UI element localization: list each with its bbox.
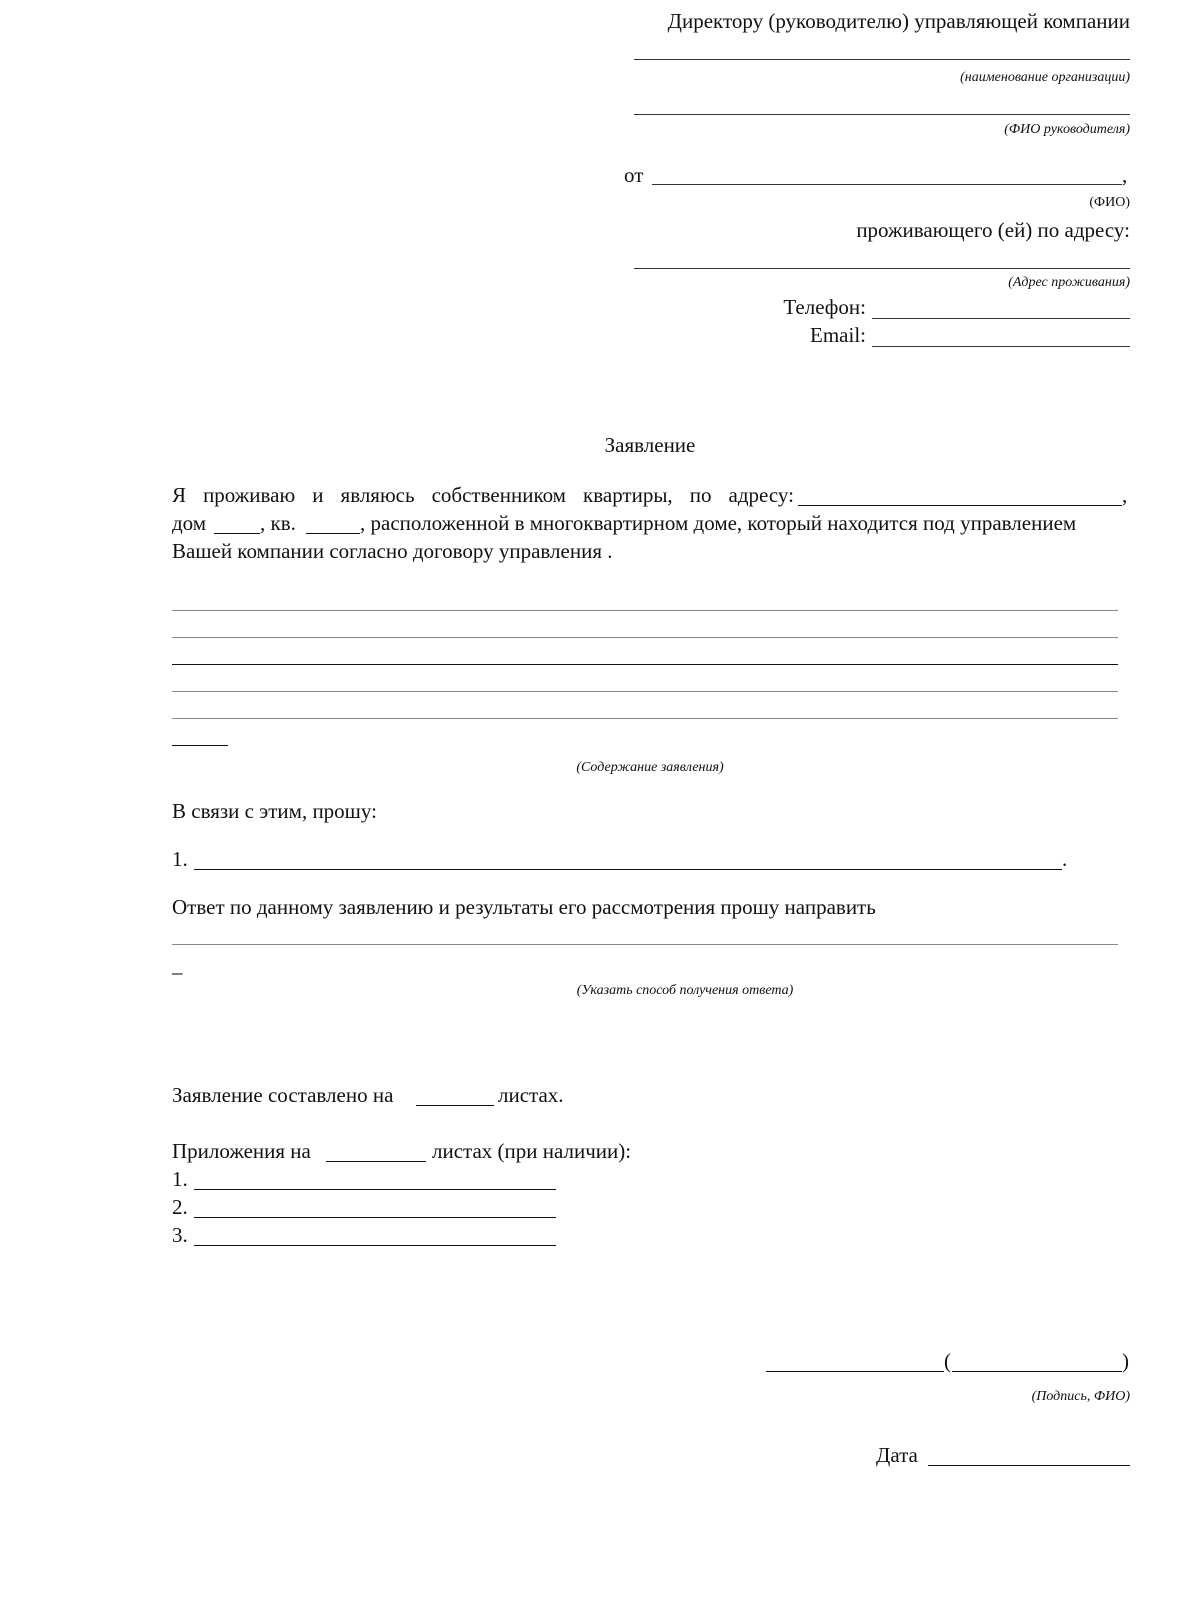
- request-intro: В связи с этим, прошу:: [172, 799, 377, 823]
- response-method-field[interactable]: [172, 944, 1118, 945]
- attachments-label-start: Приложения на: [172, 1139, 311, 1163]
- signature-field[interactable]: [766, 1371, 944, 1372]
- street-address-field[interactable]: [798, 505, 1122, 506]
- signature-open-paren: (: [944, 1349, 951, 1373]
- from-comma: ,: [1122, 163, 1128, 187]
- organization-name-field[interactable]: [634, 59, 1130, 60]
- request-item-field[interactable]: [194, 869, 1062, 870]
- document-title: Заявление: [604, 433, 696, 457]
- pages-label-start: Заявление составлено на: [172, 1083, 394, 1107]
- attachments-pages-field[interactable]: [326, 1161, 426, 1162]
- house-label: дом: [172, 511, 207, 535]
- content-line-2[interactable]: [172, 637, 1118, 638]
- signature-caption: (Подпись, ФИО): [1031, 1389, 1130, 1404]
- date-field[interactable]: [928, 1465, 1130, 1466]
- request-item-number: 1.: [172, 847, 188, 871]
- pages-count-field[interactable]: [416, 1105, 494, 1106]
- apartment-number-field[interactable]: [306, 533, 360, 534]
- intro-line-1-text: Я проживаю и являюсь собственником квартиры, по адресу:: [172, 483, 794, 507]
- email-field[interactable]: [872, 346, 1130, 347]
- response-caption: (Указать способ получения ответа): [576, 983, 794, 998]
- response-tail: _: [172, 953, 183, 977]
- addressee-director: Директору (руководителю) управляющей компании: [667, 9, 1130, 33]
- attachment-number-2: 2.: [172, 1195, 188, 1219]
- from-label: от: [624, 163, 644, 187]
- signature-close-paren: ): [1122, 1349, 1129, 1373]
- applicant-name-field[interactable]: [652, 184, 1122, 185]
- director-name-field[interactable]: [634, 114, 1130, 115]
- attachment-number-1: 1.: [172, 1167, 188, 1191]
- phone-label: Телефон:: [783, 295, 866, 319]
- date-label: Дата: [876, 1443, 918, 1467]
- attachment-field-3[interactable]: [194, 1245, 556, 1246]
- applicant-address-field[interactable]: [634, 268, 1130, 269]
- response-text: Ответ по данному заявлению и результаты его рассмотрения прошу направить: [172, 895, 876, 919]
- content-line-3[interactable]: [172, 664, 1118, 665]
- phone-field[interactable]: [872, 318, 1130, 319]
- organization-caption: (наименование организации): [960, 70, 1130, 85]
- content-caption: (Содержание заявления): [576, 760, 724, 775]
- attachment-number-3: 3.: [172, 1223, 188, 1247]
- applicant-name-caption: (ФИО): [1089, 195, 1130, 210]
- attachments-label-end: листах (при наличии):: [432, 1139, 632, 1163]
- apartment-label: , кв.: [260, 511, 296, 535]
- intro-line-3: Вашей компании согласно договору управления .: [172, 539, 613, 563]
- content-line-4[interactable]: [172, 691, 1118, 692]
- signature-name-field[interactable]: [952, 1371, 1122, 1372]
- email-label: Email:: [810, 323, 866, 347]
- attachment-field-1[interactable]: [194, 1189, 556, 1190]
- living-address-label: проживающего (ей) по адресу:: [856, 218, 1130, 242]
- content-line-1[interactable]: [172, 610, 1118, 611]
- intro-line-2-rest: , расположенной в многоквартирном доме, который находится под управлением: [360, 511, 1077, 535]
- intro-line-1-comma: ,: [1122, 483, 1128, 507]
- director-name-caption: (ФИО руководителя): [1004, 122, 1130, 137]
- content-line-6[interactable]: [172, 745, 228, 746]
- pages-label-end: листах.: [498, 1083, 564, 1107]
- address-caption: (Адрес проживания): [1008, 275, 1130, 290]
- attachment-field-2[interactable]: [194, 1217, 556, 1218]
- request-item-period: .: [1062, 847, 1068, 871]
- content-line-5[interactable]: [172, 718, 1118, 719]
- house-number-field[interactable]: [214, 533, 260, 534]
